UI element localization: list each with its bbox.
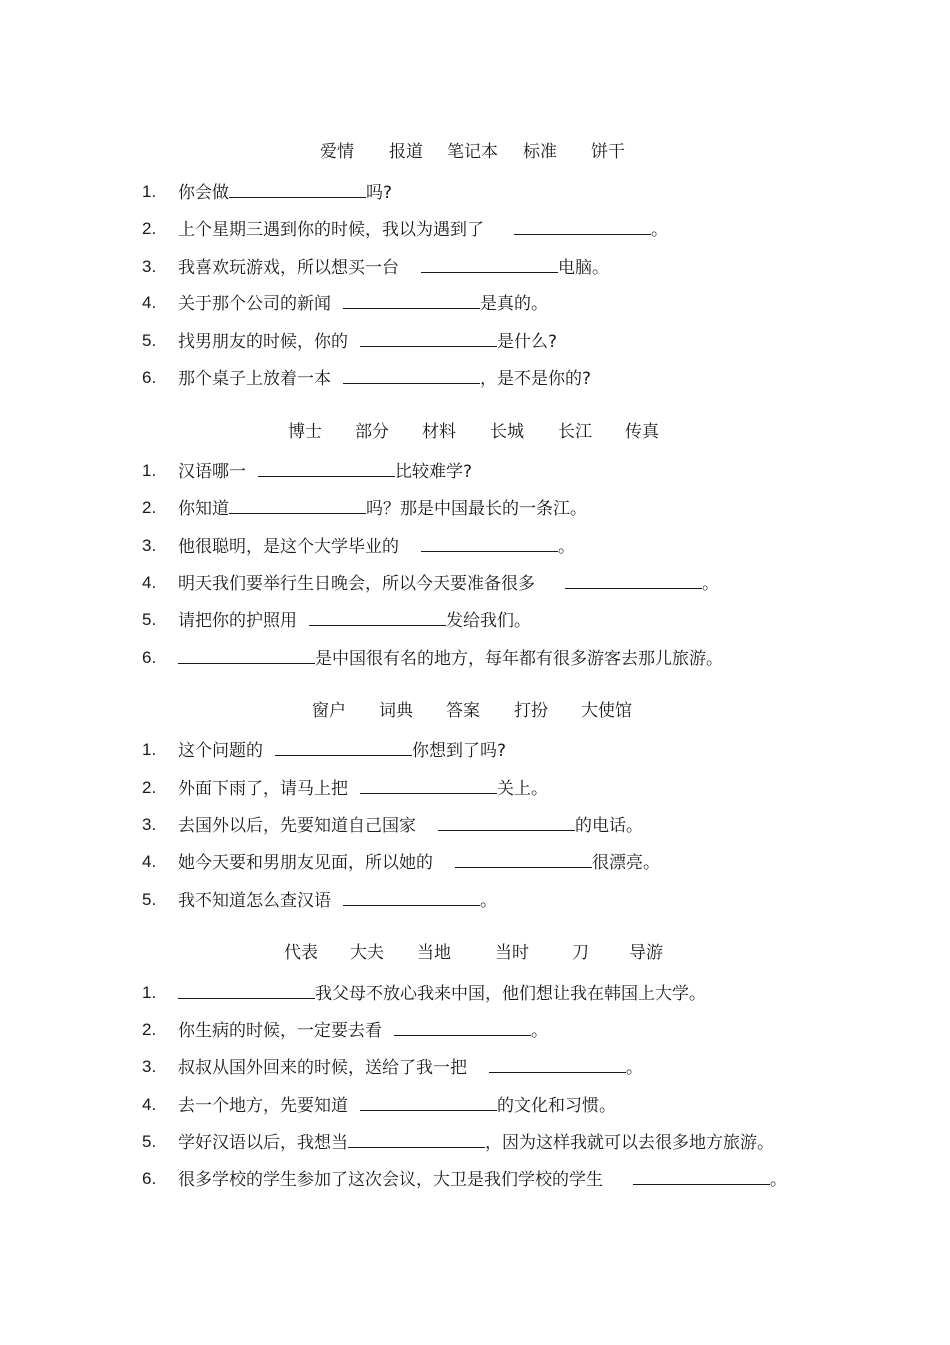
question-item	[0, 1017, 950, 1043]
word-bank-item: 材料	[422, 422, 456, 442]
question-number: 1.	[142, 182, 157, 201]
word-bank-item: 打扮	[514, 701, 548, 721]
question-text: 你知道	[178, 499, 229, 519]
question-text: 比较难学?	[395, 462, 473, 482]
word-bank-item: 部分	[355, 422, 389, 442]
word-bank-item: 刀	[572, 943, 589, 963]
answer-blank[interactable]	[348, 1129, 485, 1148]
question-text: 的文化和习惯。	[497, 1096, 616, 1116]
question-item	[0, 980, 950, 1006]
question-text: 关上。	[497, 779, 548, 799]
question-text: 这个问题的	[178, 741, 263, 761]
question-number: 3.	[142, 1057, 157, 1076]
question-item	[0, 533, 950, 559]
answer-blank[interactable]	[421, 254, 558, 273]
question-text: 是什么?	[497, 332, 558, 352]
question-text: 。	[626, 1058, 643, 1078]
word-bank-item: 当时	[495, 943, 529, 963]
word-bank	[0, 699, 950, 723]
question-item	[0, 1166, 950, 1192]
answer-blank[interactable]	[343, 290, 480, 309]
question-item	[0, 458, 950, 484]
answer-blank[interactable]	[565, 570, 702, 589]
answer-blank[interactable]	[229, 495, 366, 514]
question-text: 学好汉语以后，我想当	[178, 1133, 348, 1153]
question-text: ，因为这样我就可以去很多地方旅游。	[485, 1133, 774, 1153]
question-number: 4.	[142, 573, 157, 592]
answer-blank[interactable]	[489, 1054, 626, 1073]
word-bank	[0, 140, 950, 164]
question-text: 。	[651, 220, 668, 240]
question-item	[0, 290, 950, 316]
question-number: 2.	[142, 778, 157, 797]
question-item	[0, 216, 950, 242]
question-number: 6.	[142, 648, 157, 667]
word-bank-item: 传真	[625, 422, 659, 442]
word-bank-item: 报道	[389, 142, 423, 162]
question-text: 是真的。	[480, 294, 548, 314]
question-item	[0, 179, 950, 205]
question-number: 5.	[142, 610, 157, 629]
answer-blank[interactable]	[421, 533, 558, 552]
answer-blank[interactable]	[258, 458, 395, 477]
question-text: 我不知道怎么查汉语	[178, 891, 331, 911]
question-text: 他很聪明，是这个大学毕业的	[178, 537, 399, 557]
word-bank-item: 饼干	[591, 142, 625, 162]
question-item	[0, 887, 950, 913]
word-bank-item: 当地	[417, 943, 451, 963]
question-number: 6.	[142, 1169, 157, 1188]
question-text: 。	[558, 537, 575, 557]
word-bank-item: 代表	[284, 943, 318, 963]
question-number: 3.	[142, 257, 157, 276]
answer-blank[interactable]	[309, 607, 446, 626]
answer-blank[interactable]	[178, 980, 315, 999]
answer-blank[interactable]	[178, 645, 315, 664]
answer-blank[interactable]	[360, 775, 497, 794]
answer-blank[interactable]	[343, 887, 480, 906]
question-item	[0, 607, 950, 633]
question-text: ，是不是你的?	[480, 369, 592, 389]
question-item	[0, 775, 950, 801]
question-text: 很多学校的学生参加了这次会议，大卫是我们学校的学生	[178, 1170, 603, 1190]
question-number: 2.	[142, 219, 157, 238]
word-bank	[0, 420, 950, 444]
question-item	[0, 1054, 950, 1080]
question-text: 请把你的护照用	[178, 611, 297, 631]
word-bank-item: 长江	[558, 422, 592, 442]
question-text: 我父母不放心我来中国，他们想让我在韩国上大学。	[315, 984, 706, 1004]
question-text: 的电话。	[575, 816, 643, 836]
question-item	[0, 254, 950, 280]
question-number: 4.	[142, 1095, 157, 1114]
question-item	[0, 737, 950, 763]
question-item	[0, 812, 950, 838]
answer-blank[interactable]	[229, 179, 366, 198]
question-text: 找男朋友的时候，你的	[178, 332, 348, 352]
word-bank-item: 窗户	[312, 701, 346, 721]
question-item	[0, 328, 950, 354]
question-text: 很漂亮。	[592, 853, 660, 873]
question-text: 吗？那是中国最长的一条江。	[366, 499, 587, 519]
question-number: 1.	[142, 983, 157, 1002]
question-number: 2.	[142, 498, 157, 517]
question-number: 4.	[142, 293, 157, 312]
question-text: 吗?	[366, 183, 393, 203]
question-item	[0, 849, 950, 875]
answer-blank[interactable]	[394, 1017, 531, 1036]
question-text: 汉语哪一	[178, 462, 246, 482]
question-text: 。	[480, 891, 497, 911]
question-text: 。	[770, 1170, 787, 1190]
question-text: 你生病的时候，一定要去看	[178, 1021, 382, 1041]
question-text: 关于那个公司的新闻	[178, 294, 331, 314]
question-number: 5.	[142, 890, 157, 909]
question-number: 4.	[142, 852, 157, 871]
question-text: 明天我们要举行生日晚会，所以今天要准备很多	[178, 574, 535, 594]
answer-blank[interactable]	[343, 365, 480, 384]
question-text: 叔叔从国外回来的时候，送给了我一把	[178, 1058, 467, 1078]
answer-blank[interactable]	[514, 216, 651, 235]
question-text: 那个桌子上放着一本	[178, 369, 331, 389]
question-number: 1.	[142, 461, 157, 480]
question-text: 你会做	[178, 183, 229, 203]
word-bank-item: 答案	[446, 701, 480, 721]
question-number: 3.	[142, 815, 157, 834]
question-item	[0, 495, 950, 521]
word-bank-item: 标准	[523, 142, 557, 162]
word-bank-item: 大夫	[350, 943, 384, 963]
question-text: 是中国很有名的地方，每年都有很多游客去那儿旅游。	[315, 649, 723, 669]
question-number: 5.	[142, 1132, 157, 1151]
question-item	[0, 570, 950, 596]
question-text: 你想到了吗?	[412, 741, 507, 761]
question-text: 电脑。	[558, 258, 609, 278]
question-text: 。	[702, 574, 719, 594]
question-text: 去国外以后，先要知道自己国家	[178, 816, 416, 836]
word-bank-item: 词典	[379, 701, 413, 721]
question-number: 5.	[142, 331, 157, 350]
question-text: 她今天要和男朋友见面，所以她的	[178, 853, 433, 873]
question-text: 发给我们。	[446, 611, 531, 631]
question-text: 上个星期三遇到你的时候，我以为遇到了	[178, 220, 484, 240]
question-item	[0, 365, 950, 391]
word-bank	[0, 941, 950, 965]
answer-blank[interactable]	[633, 1166, 770, 1185]
question-number: 1.	[142, 740, 157, 759]
question-number: 2.	[142, 1020, 157, 1039]
question-text: 。	[531, 1021, 548, 1041]
answer-blank[interactable]	[360, 1092, 497, 1111]
question-text: 外面下雨了，请马上把	[178, 779, 348, 799]
answer-blank[interactable]	[275, 737, 412, 756]
word-bank-item: 导游	[629, 943, 663, 963]
answer-blank[interactable]	[360, 328, 497, 347]
question-text: 去一个地方，先要知道	[178, 1096, 348, 1116]
answer-blank[interactable]	[455, 849, 592, 868]
word-bank-item: 爱情	[320, 142, 354, 162]
word-bank-item: 博士	[288, 422, 322, 442]
question-text: 我喜欢玩游戏，所以想买一台	[178, 258, 399, 278]
question-item	[0, 645, 950, 671]
word-bank-item: 大使馆	[581, 701, 632, 721]
question-number: 6.	[142, 368, 157, 387]
answer-blank[interactable]	[438, 812, 575, 831]
question-item	[0, 1129, 950, 1155]
question-item	[0, 1092, 950, 1118]
word-bank-item: 笔记本	[447, 142, 498, 162]
question-number: 3.	[142, 536, 157, 555]
word-bank-item: 长城	[490, 422, 524, 442]
